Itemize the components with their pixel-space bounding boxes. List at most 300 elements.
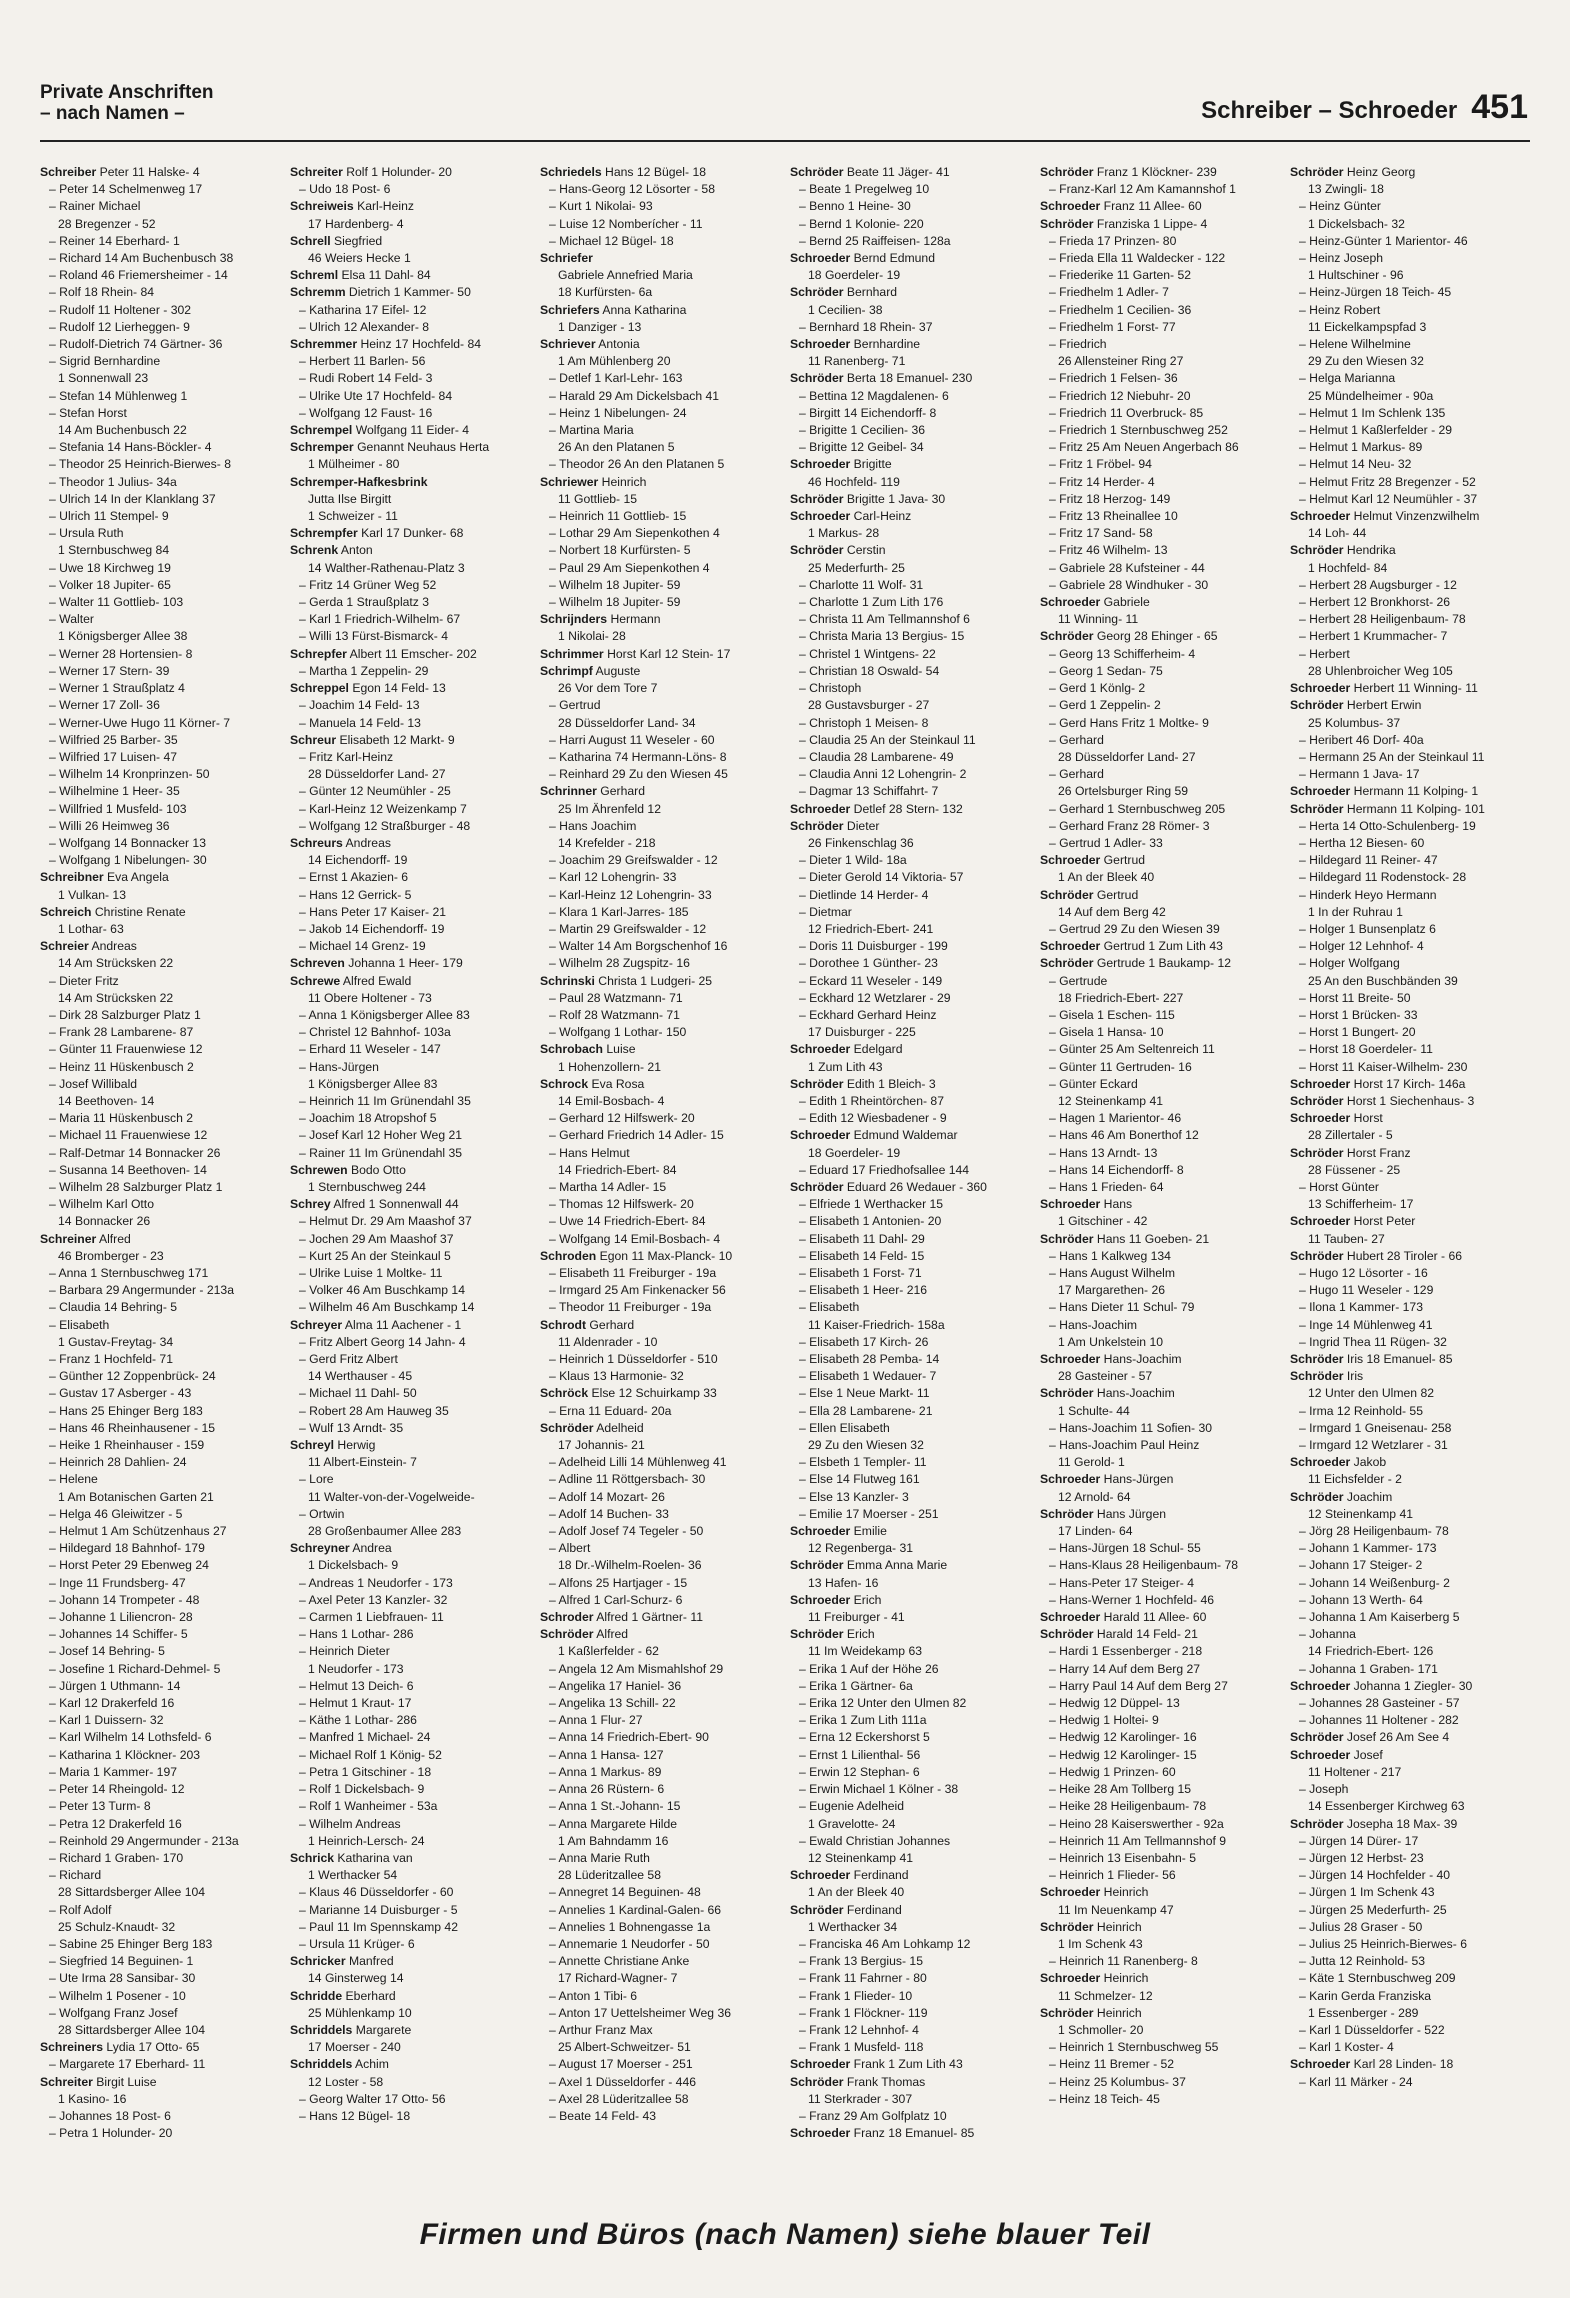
directory-entry: – Horst Günter bbox=[1299, 1179, 1379, 1194]
directory-entry: – Georg Walter 17 Otto- 56 bbox=[299, 2091, 446, 2106]
directory-entry: Schröder Josepha 18 Max- 39 bbox=[1290, 1816, 1458, 1831]
directory-entry: – Albert bbox=[549, 1541, 591, 1556]
directory-entry: – Dieter Fritz bbox=[49, 973, 119, 988]
directory-entry: – Hans 46 Rheinhausener - 15 bbox=[49, 1420, 215, 1435]
directory-entry: 25 Kolumbus- 37 bbox=[1308, 715, 1401, 730]
directory-entry: – Helmut 1 Am Schützenhaus 27 bbox=[49, 1524, 227, 1539]
directory-entry: – Anna 1 Hansa- 127 bbox=[549, 1747, 664, 1762]
directory-entry: Schröder Erich bbox=[790, 1627, 875, 1642]
directory-entry: – Inge 14 Mühlenweg 41 bbox=[1299, 1317, 1433, 1332]
directory-entry: – Theodor 26 An den Platanen 5 bbox=[549, 457, 725, 472]
directory-entry: – Gerhard Friedrich 14 Adler- 15 bbox=[549, 1128, 724, 1143]
directory-entry: – Ella 28 Lambarene- 21 bbox=[799, 1403, 933, 1418]
directory-entry: – Emilie 17 Moerser - 251 bbox=[799, 1506, 939, 1521]
directory-entry: 14 Friedrich-Ebert- 126 bbox=[1308, 1644, 1434, 1659]
directory-entry: – Edith 12 Wiesbadener - 9 bbox=[799, 1111, 947, 1126]
directory-entry: Schröder Hermann 11 Kolping- 101 bbox=[1290, 801, 1485, 816]
directory-entry: – Elisabeth 1 Heer- 216 bbox=[799, 1283, 928, 1298]
directory-entry: Schrinner Gerhard bbox=[540, 784, 646, 799]
directory-entry: – Michael 11 Frauenwiese 12 bbox=[49, 1128, 208, 1143]
directory-entry: 14 Loh- 44 bbox=[1308, 526, 1367, 541]
directory-entry: – Fritz 1 Fröbel- 94 bbox=[1049, 457, 1152, 472]
directory-entry: – Rainer Michael bbox=[49, 199, 141, 214]
directory-entry: 12 Steinenkamp 41 bbox=[1308, 1506, 1414, 1521]
directory-entry: – Willfried 1 Musfeld- 103 bbox=[49, 801, 187, 816]
directory-entry: Schroeder Emilie bbox=[790, 1524, 887, 1539]
directory-entry: – Heino 28 Kaiserswerther - 92a bbox=[1049, 1816, 1224, 1831]
directory-entry: 12 Arnold- 64 bbox=[1058, 1489, 1131, 1504]
directory-entry: Schroeder Detlef 28 Stern- 132 bbox=[790, 801, 963, 816]
directory-entry: – Georg 13 Schifferheim- 4 bbox=[1049, 646, 1196, 661]
directory-entry: Schroden Egon 11 Max-Planck- 10 bbox=[540, 1248, 733, 1263]
directory-entry: – Werner 17 Stern- 39 bbox=[49, 663, 170, 678]
directory-entry: Schreiber Peter 11 Halske- 4 bbox=[40, 165, 200, 179]
directory-entry: – Ursula 11 Krüger- 6 bbox=[299, 1936, 415, 1951]
directory-entry: – Heinrich 1 Düsseldorfer - 510 bbox=[549, 1352, 718, 1367]
directory-entry: – Ute Irma 28 Sansibar- 30 bbox=[49, 1971, 196, 1986]
directory-entry: – Johann 17 Steiger- 2 bbox=[1299, 1558, 1423, 1573]
directory-entry: 11 Obere Holtener - 73 bbox=[308, 990, 432, 1005]
directory-entry: Schriddels Margarete bbox=[290, 2022, 412, 2037]
directory-entry: – Alfons 25 Hartjager - 15 bbox=[549, 1575, 688, 1590]
directory-entry: 12 Loster - 58 bbox=[308, 2074, 384, 2089]
directory-entry: 1 Werthacker 54 bbox=[308, 1868, 398, 1883]
directory-entry: – Marianne 14 Duisburger - 5 bbox=[299, 1902, 458, 1917]
directory-entry: – Gerhard bbox=[1049, 732, 1104, 747]
directory-entry: Schriddels Achim bbox=[290, 2057, 389, 2072]
directory-entry: – Horst 18 Goerdeler- 11 bbox=[1299, 1042, 1433, 1057]
directory-entry: – Hildegard 11 Reiner- 47 bbox=[1299, 853, 1438, 868]
directory-entry: – Hans 14 Eichendorff- 8 bbox=[1049, 1162, 1184, 1177]
directory-entry: Schroeder Gertrud bbox=[1040, 853, 1146, 868]
directory-entry: – Joseph bbox=[1299, 1782, 1349, 1797]
directory-entry: 12 Steinenkamp 41 bbox=[808, 1850, 914, 1865]
directory-entry: – Frank 1 Musfeld- 118 bbox=[799, 2040, 924, 2055]
directory-entry: – Herbert 12 Bronkhorst- 26 bbox=[1299, 595, 1451, 610]
directory-entry: – Brigitte 12 Geibel- 34 bbox=[799, 440, 924, 455]
directory-entry: Schreyer Alma 11 Aachener - 1 bbox=[290, 1317, 462, 1332]
directory-entry: – August 17 Moerser - 251 bbox=[549, 2057, 693, 2072]
directory-entry: 12 Unter den Ulmen 82 bbox=[1308, 1386, 1435, 1401]
directory-entry: Schreur Elisabeth 12 Markt- 9 bbox=[290, 732, 455, 747]
directory-entry: – Axel 1 Düsseldorfer - 446 bbox=[549, 2074, 697, 2089]
directory-entry: – Christian 18 Oswald- 54 bbox=[799, 663, 940, 678]
directory-entry: – Günther 12 Zoppenbrück- 24 bbox=[49, 1369, 216, 1384]
directory-entry: – Horst Peter 29 Ebenweg 24 bbox=[49, 1558, 209, 1573]
directory-entry: 1 Sternbuschweg 244 bbox=[308, 1179, 426, 1194]
directory-entry: – Hermann 25 An der Steinkaul 11 bbox=[1299, 749, 1485, 764]
directory-entry: – Gustav 17 Asberger - 43 bbox=[49, 1386, 192, 1401]
directory-entry: – Helmut Dr. 29 Am Maashof 37 bbox=[299, 1214, 472, 1229]
directory-entry: – Karl-Heinz 12 Weizenkamp 7 bbox=[299, 801, 467, 816]
directory-entry: Schröder Eduard 26 Wedauer - 360 bbox=[790, 1179, 987, 1194]
directory-entry: – Ulrike Ute 17 Hochfeld- 84 bbox=[299, 388, 453, 403]
directory-entry: – Gerhard 1 Sternbuschweg 205 bbox=[1049, 801, 1226, 816]
directory-entry: – Heinrich 11 Am Tellmannshof 9 bbox=[1049, 1833, 1227, 1848]
directory-entry: – Hans-Peter 17 Steiger- 4 bbox=[1049, 1575, 1194, 1590]
directory-entry: Schröder Ferdinand bbox=[790, 1902, 902, 1917]
directory-entry: Schroeder Heinrich bbox=[1040, 1971, 1149, 1986]
directory-entry: 1 An der Bleek 40 bbox=[1058, 870, 1155, 885]
directory-entry: – Wilhelm 1 Posener - 10 bbox=[49, 1988, 186, 2003]
directory-entry: Schreiweis Karl-Heinz bbox=[290, 199, 414, 214]
directory-entry: – Anton 17 Uettelsheimer Weg 36 bbox=[549, 2005, 732, 2020]
directory-entry: – Helmut 1 Kaßlerfelder - 29 bbox=[1299, 423, 1453, 438]
directory-entry: 1 An der Bleek 40 bbox=[808, 1885, 905, 1900]
directory-entry: Schreml Elsa 11 Dahl- 84 bbox=[290, 268, 431, 283]
directory-entry: – Hinderk Heyo Hermann bbox=[1299, 887, 1437, 902]
page-header-right bbox=[1201, 88, 1528, 127]
directory-entry: 1 Neudorfer - 173 bbox=[308, 1661, 404, 1676]
directory-entry: – Horst 1 Bungert- 20 bbox=[1299, 1025, 1416, 1040]
directory-entry: – Josefine 1 Richard-Dehmel- 5 bbox=[49, 1661, 221, 1676]
directory-entry: – Wolfgang 12 Faust- 16 bbox=[299, 405, 433, 420]
directory-entry: – Walter bbox=[49, 612, 94, 627]
directory-entry: – Margarete 17 Eberhard- 11 bbox=[49, 2057, 206, 2072]
directory-entry: – Erna 12 Eckershorst 5 bbox=[799, 1730, 930, 1745]
directory-entry: Schroeder Gertrud 1 Zum Lith 43 bbox=[1040, 939, 1223, 954]
directory-entry: – Carmen 1 Liebfrauen- 11 bbox=[299, 1610, 444, 1625]
directory-entry: Schroeder Carl-Heinz bbox=[790, 509, 912, 524]
directory-entry: – Johann 1 Kammer- 173 bbox=[1299, 1541, 1437, 1556]
directory-entry: – Johanna 1 Graben- 171 bbox=[1299, 1661, 1438, 1676]
directory-entry: – Hagen 1 Marientor- 46 bbox=[1049, 1111, 1182, 1126]
directory-entry: Schrodt Gerhard bbox=[540, 1317, 635, 1332]
directory-entry: – Friedrich 1 Felsen- 36 bbox=[1049, 371, 1178, 386]
directory-entry: 1 Gitschiner - 42 bbox=[1058, 1214, 1148, 1229]
directory-entry: – Katharina 17 Eifel- 12 bbox=[299, 302, 427, 317]
directory-entry: Schrewe Alfred Ewald bbox=[290, 973, 412, 988]
directory-entry: 1 Königsberger Allee 38 bbox=[58, 629, 188, 644]
directory-entry: – Axel Peter 13 Kanzler- 32 bbox=[299, 1592, 448, 1607]
directory-entry: – Friedrich bbox=[1049, 337, 1107, 352]
directory-entry: – Werner-Uwe Hugo 11 Körner- 7 bbox=[49, 715, 231, 730]
directory-entry: Schriever Antonia bbox=[540, 337, 640, 352]
directory-entry: – Jürgen 14 Hochfelder - 40 bbox=[1299, 1868, 1451, 1883]
directory-entry: 1 Gravelotte- 24 bbox=[808, 1816, 896, 1831]
directory-entry: 28 Zillertaler - 5 bbox=[1308, 1128, 1393, 1143]
directory-entry: – Heinz Joseph bbox=[1299, 251, 1384, 266]
directory-entry: – Andreas 1 Neudorfer - 173 bbox=[299, 1575, 453, 1590]
directory-entry: – Jörg 28 Heiligenbaum- 78 bbox=[1299, 1524, 1449, 1539]
directory-entry: Schröck Else 12 Schuirkamp 33 bbox=[540, 1386, 717, 1401]
directory-entry: – Elisabeth 17 Kirch- 26 bbox=[799, 1334, 929, 1349]
directory-entry: 25 Im Ährenfeld 12 bbox=[558, 801, 661, 816]
directory-entry: – Günter Eckard bbox=[1049, 1076, 1138, 1091]
directory-entry: – Hans Dieter 11 Schul- 79 bbox=[1049, 1300, 1195, 1315]
directory-entry: – Erika 1 Gärtner- 6a bbox=[799, 1678, 913, 1693]
directory-entry: – Johannes 14 Schiffer- 5 bbox=[49, 1627, 188, 1642]
directory-entry: 1 Sternbuschweg 84 bbox=[58, 543, 170, 558]
directory-entry: – Peter 14 Rheingold- 12 bbox=[49, 1782, 185, 1797]
directory-entry: 1 Gustav-Freytag- 34 bbox=[58, 1334, 174, 1349]
directory-entry: – Hans 1 Kalkweg 134 bbox=[1049, 1248, 1171, 1263]
directory-entry: Schrey Alfred 1 Sonnenwall 44 bbox=[290, 1197, 459, 1212]
directory-entry: 1 Dickelsbach- 9 bbox=[308, 1558, 399, 1573]
directory-entry: Schroeder Herbert 11 Winning- 11 bbox=[1290, 681, 1478, 696]
directory-entry: – Hildegard 11 Rodenstock- 28 bbox=[1299, 870, 1467, 885]
directory-entry: – Gerd 1 Zeppelin- 2 bbox=[1049, 698, 1161, 713]
directory-entry: – Else 1 Neue Markt- 11 bbox=[799, 1386, 930, 1401]
directory-entry: 26 Vor dem Tore 7 bbox=[558, 681, 658, 696]
directory-entry: 17 Duisburger - 225 bbox=[808, 1025, 916, 1040]
directory-entry: 1 Am Unkelstein 10 bbox=[1058, 1334, 1164, 1349]
directory-entry: – Fritz 46 Wilhelm- 13 bbox=[1049, 543, 1168, 558]
directory-entry: – Helmut Fritz 28 Bregenzer - 52 bbox=[1299, 474, 1476, 489]
directory-entry: – Theodor 1 Julius- 34a bbox=[49, 474, 177, 489]
directory-entry: 12 Regenberga- 31 bbox=[808, 1541, 914, 1556]
directory-entry: – Uwe 14 Friedrich-Ebert- 84 bbox=[549, 1214, 706, 1229]
directory-entry: 1 Schmoller- 20 bbox=[1058, 2022, 1144, 2037]
directory-entry: – Gerd 1 Könlg- 2 bbox=[1049, 681, 1146, 696]
directory-entry: – Hertha 12 Biesen- 60 bbox=[1299, 835, 1425, 850]
directory-entry: 13 Zwingli- 18 bbox=[1308, 182, 1384, 197]
directory-entry: – Wilhelm 18 Jupiter- 59 bbox=[549, 577, 681, 592]
directory-entry: – Harry 14 Auf dem Berg 27 bbox=[1049, 1661, 1201, 1676]
directory-entry: – Siegfried 14 Beguinen- 1 bbox=[49, 1954, 194, 1969]
directory-entry: – Elisabeth bbox=[49, 1317, 110, 1332]
directory-entry: – Helmut 13 Deich- 6 bbox=[299, 1678, 414, 1693]
directory-entry: – Günter 11 Frauenwiese 12 bbox=[49, 1042, 203, 1057]
directory-entry: – Ernst 1 Akazien- 6 bbox=[299, 870, 409, 885]
directory-entry: – Dietlinde 14 Herder- 4 bbox=[799, 887, 929, 902]
directory-entry: – Herbert bbox=[1299, 646, 1350, 661]
directory-entry: – Wolfgang 1 Lothar- 150 bbox=[549, 1025, 687, 1040]
page-header-left bbox=[40, 82, 214, 124]
directory-entry: – Franz-Karl 12 Am Kamannshof 1 bbox=[1049, 182, 1236, 197]
directory-entry: – Else 13 Kanzler- 3 bbox=[799, 1489, 909, 1504]
directory-entry: 11 Schmelzer- 12 bbox=[1058, 1988, 1153, 2003]
directory-entry: Schroeder Franz 18 Emanuel- 85 bbox=[790, 2126, 975, 2141]
directory-entry: 46 Bromberger - 23 bbox=[58, 1248, 164, 1263]
directory-entry: Schröder Berta 18 Emanuel- 230 bbox=[790, 371, 973, 386]
directory-entry: Schroeder Bernhardine bbox=[790, 337, 921, 352]
directory-entry: – Erika 12 Unter den Ulmen 82 bbox=[799, 1696, 967, 1711]
directory-entry: – Frieda 17 Prinzen- 80 bbox=[1049, 233, 1177, 248]
directory-entry: – Johann 14 Trompeter - 48 bbox=[49, 1592, 200, 1607]
directory-entry: 1 Am Botanischen Garten 21 bbox=[58, 1489, 214, 1504]
directory-entry: – Wilhelmine 1 Heer- 35 bbox=[49, 784, 180, 799]
directory-entry: – Fritz Albert Georg 14 Jahn- 4 bbox=[299, 1334, 466, 1349]
directory-entry: Schriedels Hans 12 Bügel- 18 bbox=[540, 165, 706, 179]
directory-entry: – Erna 11 Eduard- 20a bbox=[549, 1403, 672, 1418]
directory-entry: – Hans 1 Frieden- 64 bbox=[1049, 1179, 1164, 1194]
directory-entry: – Benno 1 Heine- 30 bbox=[799, 199, 911, 214]
directory-entry: 1 Königsberger Allee 83 bbox=[308, 1076, 438, 1091]
directory-entry: – Johanna bbox=[1299, 1627, 1356, 1642]
directory-entry: – Heinz Robert bbox=[1299, 302, 1381, 317]
directory-entry: Schrinski Christa 1 Ludgeri- 25 bbox=[540, 973, 713, 988]
directory-entry: – Anna Marie Ruth bbox=[549, 1850, 650, 1865]
directory-entry: – Franz 1 Hochfeld- 71 bbox=[49, 1352, 173, 1367]
directory-entry: – Karl Wilhelm 14 Lothsfeld- 6 bbox=[49, 1730, 212, 1745]
directory-entry: – Hans 12 Gerrick- 5 bbox=[299, 887, 412, 902]
directory-entry: Schrimmer Horst Karl 12 Stein- 17 bbox=[540, 646, 731, 661]
page-number: 451 bbox=[1471, 88, 1528, 126]
directory-entry: – Kurt 1 Nikolai- 93 bbox=[549, 199, 653, 214]
directory-entry: – Werner 17 Zoll- 36 bbox=[49, 698, 160, 713]
directory-entry: – Stefan Horst bbox=[49, 405, 127, 420]
directory-entry: – Johann 14 Weißenburg- 2 bbox=[1299, 1575, 1450, 1590]
directory-entry: 1 Danziger - 13 bbox=[558, 319, 642, 334]
directory-entry: – Reinhold 29 Angermunder - 213a bbox=[49, 1833, 239, 1848]
directory-entry: – Wolfgang Franz Josef bbox=[49, 2005, 178, 2020]
directory-entry: Schröder Horst 1 Siechenhaus- 3 bbox=[1290, 1093, 1475, 1108]
directory-entry: – Anna 14 Friedrich-Ebert- 90 bbox=[549, 1730, 709, 1745]
directory-entry: – Ellen Elisabeth bbox=[799, 1420, 890, 1435]
directory-entry: Schridde Eberhard bbox=[290, 1988, 396, 2003]
directory-entry: – Harri August 11 Weseler - 60 bbox=[549, 732, 715, 747]
directory-entry: – Fritz 14 Grüner Weg 52 bbox=[299, 577, 437, 592]
directory-entry: 11 Eichsfelder - 2 bbox=[1308, 1472, 1402, 1487]
directory-entry: – Petra 1 Gitschiner - 18 bbox=[299, 1764, 432, 1779]
directory-column-2 bbox=[290, 164, 532, 2200]
directory-entry: – Doris 11 Duisburger - 199 bbox=[799, 939, 948, 954]
directory-entry: – Johann 13 Werth- 64 bbox=[1299, 1592, 1423, 1607]
directory-entry: 1 Am Mühlenberg 20 bbox=[558, 354, 671, 369]
directory-entry: – Helmut 1 Im Schlenk 135 bbox=[1299, 405, 1446, 420]
directory-entry: – Eckhard Gerhard Heinz bbox=[799, 1007, 937, 1022]
directory-entry: Schrimpf Auguste bbox=[540, 663, 641, 678]
directory-entry: – Hans Peter 17 Kaiser- 21 bbox=[299, 904, 447, 919]
directory-entry: – Detlef 1 Karl-Lehr- 163 bbox=[549, 371, 683, 386]
directory-entry: – Gerd Hans Fritz 1 Moltke- 9 bbox=[1049, 715, 1209, 730]
directory-entry: – Ulrike Luise 1 Moltke- 11 bbox=[299, 1266, 443, 1280]
directory-entry: – Fritz 14 Herder- 4 bbox=[1049, 474, 1155, 489]
directory-entry: – Frank 11 Fahrner - 80 bbox=[799, 1971, 927, 1986]
directory-entry: – Katharina 1 Klöckner- 203 bbox=[49, 1747, 201, 1762]
directory-entry: 46 Weiers Hecke 1 bbox=[308, 251, 411, 266]
directory-entry: – Johannes 11 Holtener - 282 bbox=[1299, 1713, 1459, 1728]
directory-entry: – Hans 25 Ehinger Berg 183 bbox=[49, 1403, 203, 1418]
header-name-range: Schreiber – Schroeder bbox=[1201, 97, 1458, 124]
directory-entry: Gabriele Annefried Maria bbox=[558, 268, 693, 283]
directory-entry: – Bernd 25 Raiffeisen- 128a bbox=[799, 233, 951, 248]
directory-entry: 28 Sittardsberger Allee 104 bbox=[58, 1885, 206, 1900]
directory-entry: Schrick Katharina van bbox=[290, 1850, 413, 1865]
directory-entry: Schröder Georg 28 Ehinger - 65 bbox=[1040, 629, 1218, 644]
directory-entry: – Hans 12 Bügel- 18 bbox=[299, 2108, 411, 2123]
directory-entry: 1 Werthacker 34 bbox=[808, 1919, 898, 1934]
directory-entry: – Birgitt 14 Eichendorff- 8 bbox=[799, 405, 937, 420]
directory-entry: Schröder Adelheid bbox=[540, 1420, 644, 1435]
directory-entry: 14 Auf dem Berg 42 bbox=[1058, 904, 1166, 919]
directory-entry: Schreyl Herwig bbox=[290, 1438, 376, 1453]
directory-entry: Schröder Harald 14 Feld- 21 bbox=[1040, 1627, 1198, 1642]
directory-entry: – Werner 1 Straußplatz 4 bbox=[49, 681, 185, 696]
directory-entry: – Edith 1 Rheintörchen- 87 bbox=[799, 1093, 944, 1108]
directory-entry: 18 Friedrich-Ebert- 227 bbox=[1058, 990, 1184, 1005]
directory-entry: 11 Freiburger - 41 bbox=[808, 1610, 905, 1625]
directory-entry: – Karl 12 Drakerfeld 16 bbox=[49, 1696, 175, 1711]
directory-entry: – Uwe 18 Kirchweg 19 bbox=[49, 560, 171, 575]
directory-entry: Schroeder Hans-Jürgen bbox=[1040, 1472, 1174, 1487]
directory-entry: 28 Gustavsburger - 27 bbox=[808, 698, 930, 713]
directory-column-1 bbox=[40, 164, 282, 2200]
directory-entry: 1 Lothar- 63 bbox=[58, 921, 124, 936]
directory-entry: Schröder Alfred bbox=[540, 1627, 629, 1642]
directory-entry: – Wilhelm 28 Salzburger Platz 1 bbox=[49, 1179, 223, 1194]
directory-entry: Schroeder Gabriele bbox=[1040, 595, 1150, 610]
directory-entry: – Gerhard 12 Hilfswerk- 20 bbox=[549, 1111, 695, 1126]
directory-entry: 14 Krefelder - 218 bbox=[558, 835, 656, 850]
directory-entry: – Adelheid Lilli 14 Mühlenweg 41 bbox=[549, 1455, 727, 1470]
directory-entry: – Hans-Jürgen bbox=[299, 1059, 379, 1074]
directory-entry: – Martin 29 Greifswalder - 12 bbox=[549, 921, 707, 936]
directory-entry: – Hans 13 Arndt- 13 bbox=[1049, 1145, 1158, 1160]
directory-entry: 26 Finkenschlag 36 bbox=[808, 835, 914, 850]
directory-entry: – Anna 1 Sternbuschweg 171 bbox=[49, 1266, 209, 1280]
directory-entry: 1 Hultschiner - 96 bbox=[1308, 268, 1404, 283]
directory-entry: – Frank 12 Lehnhof- 4 bbox=[799, 2022, 919, 2037]
directory-entry: – Hans-Werner 1 Hochfeld- 46 bbox=[1049, 1592, 1215, 1607]
directory-entry: – Friedrich 1 Sternbuschweg 252 bbox=[1049, 423, 1228, 438]
directory-entry: – Elfriede 1 Werthacker 15 bbox=[799, 1197, 944, 1212]
directory-entry: – Heinrich 11 Im Grünendahl 35 bbox=[299, 1093, 471, 1108]
directory-entry: 26 An den Platanen 5 bbox=[558, 440, 675, 455]
directory-entry: Schröder Hans-Joachim bbox=[1040, 1386, 1175, 1401]
directory-entry: – Günter 11 Gertruden- 16 bbox=[1049, 1059, 1192, 1074]
directory-entry: – Hedwig 1 Holtei- 9 bbox=[1049, 1713, 1159, 1728]
directory-entry: – Anna 26 Rüstern- 6 bbox=[549, 1782, 665, 1797]
directory-entry: Schrijnders Hermann bbox=[540, 612, 661, 627]
directory-entry: 25 An den Buschbänden 39 bbox=[1308, 973, 1458, 988]
directory-entry: Schroeder Franz 11 Allee- 60 bbox=[1040, 199, 1202, 214]
directory-entry: 1 Essenberger - 289 bbox=[1308, 2005, 1419, 2020]
directory-entry: – Willi 26 Heimweg 36 bbox=[49, 818, 170, 833]
directory-entry: – Anna Margarete Hilde bbox=[549, 1816, 678, 1831]
directory-entry: – Heike 28 Am Tollberg 15 bbox=[1049, 1782, 1192, 1797]
directory-entry: Schroeder Johanna 1 Ziegler- 30 bbox=[1290, 1678, 1473, 1693]
directory-entry: Schroeder Ferdinand bbox=[790, 1868, 909, 1883]
directory-entry: – Hans August Wilhelm bbox=[1049, 1266, 1175, 1280]
directory-entry: Schroeder Helmut Vinzenzwilhelm bbox=[1290, 509, 1480, 524]
directory-entry: – Günter 25 Am Seltenreich 11 bbox=[1049, 1042, 1215, 1057]
directory-column-6 bbox=[1290, 164, 1532, 2200]
directory-entry: Schriewer Heinrich bbox=[540, 474, 647, 489]
directory-entry: – Friedrich 12 Niebuhr- 20 bbox=[1049, 388, 1191, 403]
directory-entry: – Helene bbox=[49, 1472, 98, 1487]
directory-entry: – Rolf 1 Wanheimer - 53a bbox=[299, 1799, 438, 1814]
directory-entry: Schreven Johanna 1 Heer- 179 bbox=[290, 956, 463, 971]
directory-entry: – Ernst 1 Lilienthal- 56 bbox=[799, 1747, 921, 1762]
directory-entry: – Arthur Franz Max bbox=[549, 2022, 653, 2037]
directory-entry: – Julius 28 Graser - 50 bbox=[1299, 1919, 1423, 1934]
directory-entry: – Karl-Heinz 12 Lohengrin- 33 bbox=[549, 887, 712, 902]
directory-entry: Schroeder Hermann 11 Kolping- 1 bbox=[1290, 784, 1479, 799]
directory-entry: 25 Schulz-Knaudt- 32 bbox=[58, 1919, 176, 1934]
directory-entry: – Holger 12 Lehnhof- 4 bbox=[1299, 939, 1424, 954]
directory-entry: – Elisabeth 11 Dahl- 29 bbox=[799, 1231, 925, 1246]
directory-entry: – Rolf Adolf bbox=[49, 1902, 112, 1917]
directory-entry: – Ortwin bbox=[299, 1506, 345, 1521]
directory-entry: – Heike 1 Rheinhauser - 159 bbox=[49, 1438, 205, 1453]
directory-entry: Schremper-Hafkesbrink bbox=[290, 474, 428, 489]
directory-entry: – Hans 1 Lothar- 286 bbox=[299, 1627, 414, 1642]
directory-entry: – Maria 11 Hüskenbusch 2 bbox=[49, 1111, 194, 1126]
directory-entry: – Frank 1 Flöckner- 119 bbox=[799, 2005, 928, 2020]
directory-entry: – Heinrich 11 Ranenberg- 8 bbox=[1049, 1954, 1198, 1969]
directory-entry: Schrepfer Albert 11 Emscher- 202 bbox=[290, 646, 477, 661]
directory-entry: 1 Sonnenwall 23 bbox=[58, 371, 149, 386]
directory-entry: – Dorothee 1 Günther- 23 bbox=[799, 956, 938, 971]
directory-entry: Schröder Gertrud bbox=[1040, 887, 1139, 902]
directory-entry: – Willi 13 Fürst-Bismarck- 4 bbox=[299, 629, 448, 644]
directory-entry: – Sabine 25 Ehinger Berg 183 bbox=[49, 1936, 213, 1951]
directory-entry: – Fritz 25 Am Neuen Angerbach 86 bbox=[1049, 440, 1239, 455]
directory-entry: 18 Goerdeler- 19 bbox=[808, 1145, 901, 1160]
directory-entry: Schröder Franz 1 Klöckner- 239 bbox=[1040, 165, 1217, 179]
